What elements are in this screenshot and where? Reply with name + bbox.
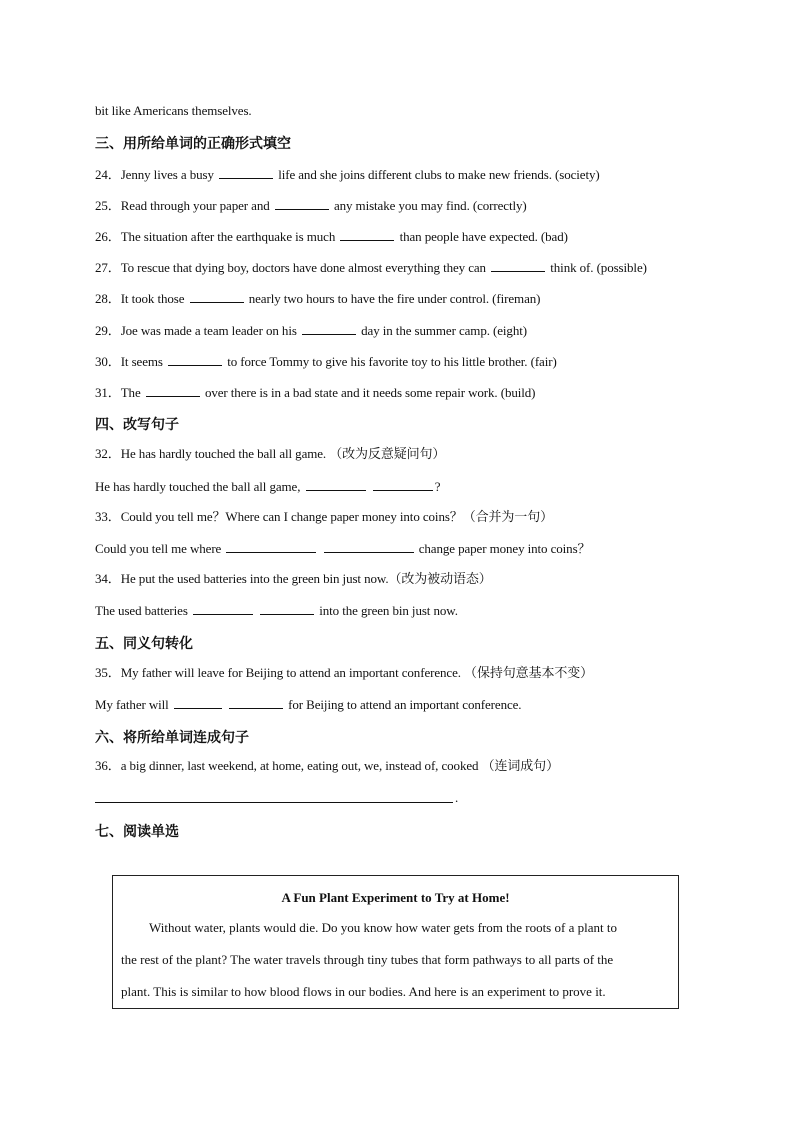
answer-blank[interactable] bbox=[260, 602, 314, 615]
question-33: 33．Could you tell me？Where can I change paper money into coins？（合并为一句） bbox=[95, 509, 554, 524]
question-text: 27．To rescue that dying boy, doctors have done almost everything they can bbox=[95, 260, 486, 275]
question-26 bbox=[95, 228, 568, 245]
question-text: 31．The bbox=[95, 385, 141, 400]
intro-tail: bit like Americans themselves. bbox=[95, 103, 252, 118]
section-6-heading: 六、将所给单词连成句子 bbox=[95, 730, 249, 746]
answer-34 bbox=[95, 602, 458, 619]
answer-blank[interactable] bbox=[193, 602, 253, 615]
passage-line: Without water, plants would die. Do you know how water gets from the roots of a plant to bbox=[149, 920, 617, 935]
question-34: 34．He put the used batteries into the green bin just now.（改为被动语态） bbox=[95, 571, 492, 586]
reading-passage-box bbox=[112, 875, 679, 1009]
section-5-heading: 五、同义句转化 bbox=[95, 636, 193, 652]
answer-prompt: My father will bbox=[95, 697, 169, 712]
answer-blank[interactable] bbox=[174, 696, 222, 709]
answer-prompt: He has hardly touched the ball all game, bbox=[95, 479, 301, 494]
answer-blank[interactable] bbox=[491, 259, 545, 272]
answer-prompt: for Beijing to attend an important conference. bbox=[288, 697, 522, 712]
answer-blank[interactable] bbox=[324, 540, 414, 553]
answer-blank[interactable] bbox=[275, 197, 329, 210]
question-36: 36．a big dinner, last weekend, at home, eating out, we, instead of, cooked （连词成句） bbox=[95, 758, 559, 773]
question-32: 32．He has hardly touched the ball all game. （改为反意疑问句） bbox=[95, 446, 446, 461]
answer-blank[interactable] bbox=[168, 353, 222, 366]
question-24 bbox=[95, 166, 600, 183]
answer-prompt: into the green bin just now. bbox=[319, 603, 458, 618]
answer-prompt: The used batteries bbox=[95, 603, 188, 618]
answer-blank[interactable] bbox=[373, 478, 433, 491]
answer-blank[interactable] bbox=[302, 322, 356, 335]
question-29 bbox=[95, 322, 527, 339]
answer-blank[interactable] bbox=[229, 696, 283, 709]
section-4-heading: 四、改写句子 bbox=[95, 417, 179, 433]
section-3-heading: 三、用所给单词的正确形式填空 bbox=[95, 136, 291, 152]
question-text: life and she joins different clubs to make new friends. (society) bbox=[278, 167, 600, 182]
passage-title: A Fun Plant Experiment to Try at Home! bbox=[281, 890, 510, 905]
answer-prompt: Could you tell me where bbox=[95, 541, 222, 556]
question-text: 25．Read through your paper and bbox=[95, 198, 270, 213]
question-text: 26．The situation after the earthquake is much bbox=[95, 229, 336, 244]
question-27 bbox=[95, 259, 647, 276]
question-text: over there is in a bad state and it needs some repair work. (build) bbox=[204, 385, 536, 400]
answer-35 bbox=[95, 696, 521, 713]
passage-line: plant. This is similar to how blood flows in our bodies. And here is an experiment to prove it. bbox=[121, 984, 606, 999]
answer-33 bbox=[95, 540, 590, 557]
answer-blank[interactable] bbox=[146, 384, 200, 397]
answer-32 bbox=[95, 478, 440, 495]
question-text: to force Tommy to give his favorite toy to his little brother. (fair) bbox=[227, 354, 557, 369]
question-text: 30．It seems bbox=[95, 354, 163, 369]
answer-blank[interactable] bbox=[219, 166, 273, 179]
answer-36-end: . bbox=[455, 790, 459, 805]
question-text: than people have expected. (bad) bbox=[399, 229, 568, 244]
question-30 bbox=[95, 353, 557, 370]
question-31 bbox=[95, 384, 535, 401]
answer-36-line[interactable] bbox=[95, 802, 453, 803]
question-25 bbox=[95, 197, 527, 214]
question-text: day in the summer camp. (eight) bbox=[361, 323, 527, 338]
answer-blank[interactable] bbox=[306, 478, 366, 491]
question-text: 29．Joe was made a team leader on his bbox=[95, 323, 297, 338]
question-text: think of. (possible) bbox=[550, 260, 647, 275]
question-text: 24．Jenny lives a busy bbox=[95, 167, 214, 182]
passage-line: the rest of the plant? The water travels through tiny tubes that form pathways to all parts of the bbox=[121, 952, 614, 967]
answer-blank[interactable] bbox=[190, 290, 244, 303]
question-text: 28．It took those bbox=[95, 291, 185, 306]
question-text: nearly two hours to have the fire under control. (fireman) bbox=[248, 291, 541, 306]
answer-prompt: ? bbox=[434, 479, 441, 494]
question-28 bbox=[95, 290, 540, 307]
section-7-heading: 七、阅读单选 bbox=[95, 824, 179, 840]
answer-prompt: change paper money into coins？ bbox=[418, 541, 591, 556]
answer-blank[interactable] bbox=[226, 540, 316, 553]
answer-blank[interactable] bbox=[340, 228, 394, 241]
question-35: 35．My father will leave for Beijing to attend an important conference. （保持句意基本不变） bbox=[95, 665, 594, 680]
question-text: any mistake you may find. (correctly) bbox=[333, 198, 527, 213]
